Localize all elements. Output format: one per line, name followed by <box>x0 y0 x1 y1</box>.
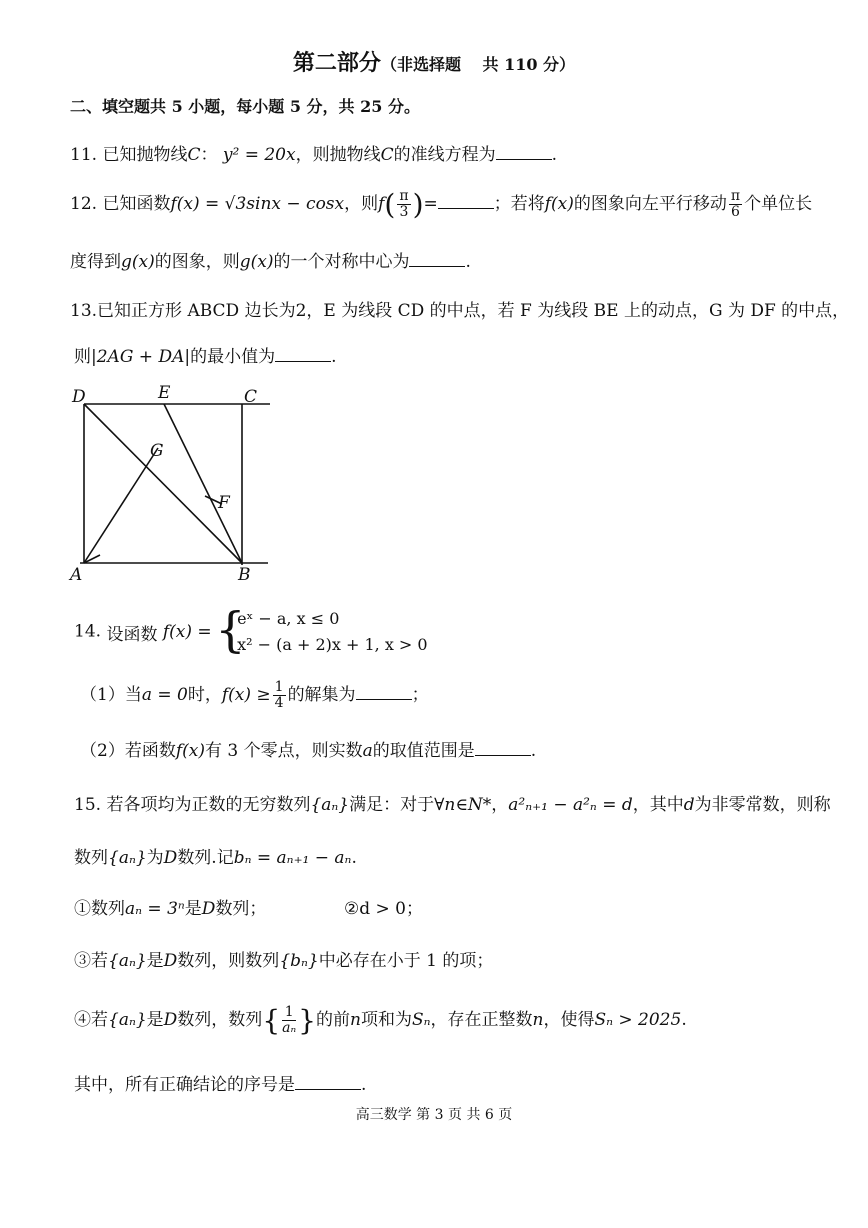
punct: . <box>331 347 337 367</box>
var-D: D <box>163 1010 178 1030</box>
brace-icon: { <box>215 602 246 658</box>
question-text: 设函数 <box>106 624 158 645</box>
question-text: 数列 <box>74 848 108 868</box>
option-text: ，使得 <box>543 1010 595 1030</box>
punct: . <box>465 252 471 272</box>
question-14-sub1 <box>80 680 429 711</box>
option-text: ④若 <box>74 1010 108 1030</box>
question-text: 度得到 <box>70 252 121 272</box>
option-text: 数列； <box>215 899 267 919</box>
function-f: f(x) = √3sinx − cosx <box>170 194 345 214</box>
question-text: 已知函数 <box>102 194 171 214</box>
label-f: F <box>218 493 230 513</box>
question-text: 的一个对称中心为 <box>273 252 410 272</box>
punct: . <box>530 741 537 761</box>
final-answer-line <box>74 1070 366 1095</box>
brace-open: { <box>262 1004 281 1037</box>
question-14-sub2 <box>80 736 536 761</box>
pieces <box>237 606 428 658</box>
question-text: ，则抛物线 <box>295 145 381 165</box>
option-2: ②d > 0； <box>344 899 423 919</box>
label-b: B <box>238 565 251 585</box>
question-number: 12. <box>70 194 98 214</box>
sequence-a: {aₙ} <box>108 951 147 971</box>
square-diagram <box>60 380 290 585</box>
question-text: 个单位长 <box>744 194 813 214</box>
question-text: ，则 <box>344 194 379 214</box>
equals: = <box>423 194 438 214</box>
question-15 <box>74 790 831 815</box>
var-n: n <box>532 1010 544 1030</box>
sequence-a: {aₙ} <box>108 848 147 868</box>
vector-expression: |2AG + DA| <box>91 347 191 367</box>
question-text: 有 3 个零点，则实数 <box>204 741 363 761</box>
page-title <box>0 46 868 77</box>
var-a: a <box>362 741 373 761</box>
fraction-num: 1 <box>274 679 284 695</box>
label-a: A <box>70 565 83 585</box>
sequence-formula: aₙ = 3ⁿ <box>125 899 185 919</box>
option-3 <box>74 946 493 971</box>
answer-blank[interactable] <box>496 145 552 160</box>
inequality: Sₙ > 2025 <box>594 1010 682 1030</box>
sequence-a: {aₙ} <box>108 1010 147 1030</box>
question-text: 为 <box>146 848 164 868</box>
var-D: D <box>163 848 178 868</box>
question-text: ；若将 <box>493 194 545 214</box>
function-f: f(x) <box>544 194 574 214</box>
option-text: ，存在正整数 <box>430 1010 533 1030</box>
piece-2: x² − (a + 2)x + 1, x > 0 <box>237 635 428 654</box>
option-4 <box>74 1004 687 1037</box>
fraction-num: π <box>399 188 409 204</box>
var-c: C <box>380 145 394 165</box>
option-text: 项和为 <box>360 1010 412 1030</box>
answer-blank[interactable] <box>438 194 494 209</box>
question-number: 11. <box>70 145 98 165</box>
question-text: 的图象，则 <box>154 252 240 272</box>
question-text: ： <box>200 145 218 165</box>
recurrence: a²ₙ₊₁ − a²ₙ = d <box>508 795 633 815</box>
parabola-equation: y² = 20x <box>222 145 296 165</box>
answer-blank[interactable] <box>356 685 412 700</box>
question-text: 其中，所有正确结论的序号是 <box>74 1075 295 1095</box>
punct: . <box>361 1075 367 1095</box>
brace-close: } <box>298 1004 316 1037</box>
question-text: 若各项均为正数的无穷数列 <box>106 795 311 815</box>
function-f: f(x) <box>175 741 205 761</box>
option-text: 数列，数列 <box>177 1010 263 1030</box>
paren-close: ) <box>412 188 424 221</box>
question-text: 的取值范围是 <box>372 741 475 761</box>
punct: ， <box>491 795 509 815</box>
var-D: D <box>163 951 178 971</box>
option-text: 是 <box>146 951 164 971</box>
question-11 <box>70 140 557 165</box>
fraction-num: π <box>730 188 741 204</box>
question-12 <box>70 188 812 221</box>
fraction-pi-6 <box>729 189 742 220</box>
inequality: f(x) ≥ <box>221 685 271 705</box>
fraction-den: 3 <box>399 204 409 220</box>
question-text: 的解集为 <box>287 685 356 705</box>
forall-expr: ∀n∈N* <box>434 795 492 815</box>
segment-db <box>84 404 242 563</box>
punct: . <box>551 145 557 165</box>
piecewise <box>215 602 428 658</box>
function-g: g(x) <box>121 252 155 272</box>
question-13 <box>70 296 849 321</box>
fraction-pi-3 <box>397 189 410 220</box>
option-text: 的前 <box>316 1010 350 1030</box>
fraction-1-4 <box>273 680 286 711</box>
sequence-b: {bₙ} <box>279 951 319 971</box>
page-footer: 高三数学 第 3 页 共 6 页 <box>355 1107 513 1123</box>
question-text: 为非零常数，则称 <box>694 795 831 815</box>
function-name: f <box>378 194 385 214</box>
segment-ag <box>84 448 158 563</box>
function-g: g(x) <box>239 252 274 272</box>
var-sn: Sₙ <box>411 1010 431 1030</box>
option-text: 数列，则数列 <box>177 951 280 971</box>
part-title: 第二部分 <box>292 50 381 76</box>
fraction-den: aₙ <box>282 1020 297 1036</box>
option-text: ①数列 <box>74 899 125 919</box>
question-text: 则 <box>74 347 91 367</box>
punct: . <box>681 1010 687 1030</box>
question-12-line2 <box>70 247 471 272</box>
label-d: D <box>72 387 86 407</box>
option-text: 中必存在小于 1 的项； <box>318 951 494 971</box>
var-d: d <box>683 795 695 815</box>
option-text: ③若 <box>74 951 108 971</box>
question-text: （2）若函数 <box>80 741 176 761</box>
option-text: 是 <box>184 899 202 919</box>
question-number: 14. <box>74 621 102 642</box>
fraction-den: 6 <box>731 204 740 220</box>
question-text: 已知正方形 ABCD 边长为2，E 为线段 CD 的中点，若 F 为线段 BE 上的动点，G 为 DF 的中点， <box>97 301 850 321</box>
question-text: 满足：对于 <box>349 795 435 815</box>
question-text: 已知抛物线 <box>102 145 188 165</box>
section-heading: 二、填空题共 5 小题，每小题 5 分，共 25 分。 <box>70 97 420 116</box>
question-text: ，其中 <box>632 795 684 815</box>
sequence-a: {aₙ} <box>310 795 350 815</box>
label-e: E <box>158 383 171 403</box>
fraction-1-an <box>282 1005 296 1036</box>
answer-blank[interactable] <box>409 252 465 267</box>
var-c: C <box>187 145 201 165</box>
question-text: 的图象向左平行移动 <box>573 194 727 214</box>
paren-open: ( <box>384 188 396 221</box>
label-c: C <box>244 387 258 407</box>
question-13-line2 <box>74 342 337 367</box>
function-f: f(x) = <box>162 622 212 642</box>
answer-blank[interactable] <box>475 741 531 756</box>
option-1 <box>74 894 266 919</box>
bn-definition: bₙ = aₙ₊₁ − aₙ <box>233 848 352 868</box>
punct: . <box>351 848 357 868</box>
question-15-line2 <box>74 843 357 868</box>
question-text: （1）当 <box>80 685 142 705</box>
option-text: 是 <box>146 1010 164 1030</box>
part-subtitle: （非选择题 共 110 分） <box>380 55 576 74</box>
label-g: G <box>150 441 164 461</box>
question-text: 的准线方程为 <box>393 145 496 165</box>
question-number: 13. <box>70 301 98 321</box>
segment-eb <box>164 404 242 563</box>
condition: a = 0 <box>141 685 188 705</box>
fraction-den: 4 <box>274 695 284 711</box>
var-n: n <box>350 1010 361 1030</box>
fraction-num: 1 <box>282 1005 296 1021</box>
question-text: 数列.记 <box>177 848 234 868</box>
piece-1: eˣ − a, x ≤ 0 <box>237 609 340 628</box>
punct: ； <box>411 685 429 705</box>
answer-blank[interactable] <box>275 347 331 362</box>
var-D: D <box>201 899 216 919</box>
answer-blank[interactable] <box>295 1075 361 1090</box>
question-text: 时， <box>187 685 222 705</box>
question-text: 的最小值为 <box>190 347 276 367</box>
question-number: 15. <box>74 795 102 815</box>
question-14 <box>74 602 428 658</box>
